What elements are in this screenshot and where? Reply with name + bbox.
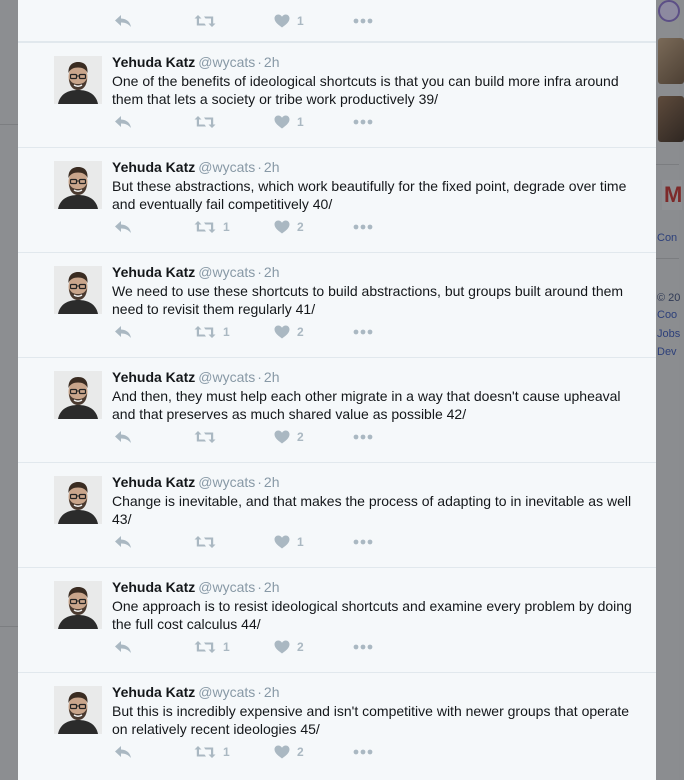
tweet-actions bbox=[112, 113, 412, 131]
reply-icon bbox=[114, 745, 132, 759]
reply-icon bbox=[114, 220, 132, 234]
more-dots-icon bbox=[353, 749, 373, 755]
more-button[interactable] bbox=[353, 113, 373, 131]
avatar[interactable] bbox=[54, 371, 102, 419]
tweet-header bbox=[112, 473, 280, 491]
reply-icon bbox=[114, 640, 132, 654]
reply-button[interactable] bbox=[114, 428, 132, 446]
reply-button[interactable] bbox=[114, 638, 132, 656]
author-handle[interactable]: @wycats bbox=[198, 369, 256, 385]
more-button[interactable] bbox=[353, 743, 373, 761]
tweet-header bbox=[112, 158, 280, 176]
retweet-icon bbox=[194, 640, 216, 654]
avatar[interactable] bbox=[54, 161, 102, 209]
reply-button[interactable] bbox=[114, 743, 132, 761]
tweet[interactable] bbox=[18, 252, 656, 356]
retweet-count: 1 bbox=[223, 745, 230, 759]
reply-button[interactable] bbox=[114, 323, 132, 341]
author-handle[interactable]: @wycats bbox=[198, 264, 256, 280]
separator: · bbox=[257, 54, 262, 70]
timestamp[interactable]: 2h bbox=[263, 474, 280, 490]
background-avatar bbox=[658, 96, 684, 142]
separator: · bbox=[257, 474, 262, 490]
avatar[interactable] bbox=[54, 476, 102, 524]
more-button[interactable] bbox=[353, 533, 373, 551]
author-name[interactable]: Yehuda Katz bbox=[112, 264, 196, 280]
tweet-text: But these abstractions, which work beautifully for the fixed point, degrade over time and eventually fail competitively 40/ bbox=[112, 178, 627, 212]
like-button[interactable] bbox=[274, 12, 304, 30]
heart-icon bbox=[274, 640, 290, 654]
more-button[interactable] bbox=[353, 218, 373, 236]
tweet-header bbox=[112, 368, 280, 386]
more-dots-icon bbox=[353, 119, 373, 125]
like-count: 1 bbox=[297, 14, 304, 28]
tweet-header bbox=[112, 263, 280, 281]
more-dots-icon bbox=[353, 539, 373, 545]
author-handle[interactable]: @wycats bbox=[198, 159, 256, 175]
like-button[interactable] bbox=[274, 428, 304, 446]
tweet[interactable] bbox=[18, 42, 656, 146]
separator: · bbox=[257, 369, 262, 385]
tweet-actions bbox=[112, 533, 412, 551]
author-name[interactable]: Yehuda Katz bbox=[112, 159, 196, 175]
retweet-count: 1 bbox=[223, 220, 230, 234]
author-name[interactable]: Yehuda Katz bbox=[112, 684, 196, 700]
tweet-actions bbox=[112, 218, 412, 236]
tweet-text: We need to use these shortcuts to build abstractions, but groups built around them need to revisit them regularly 41/ bbox=[112, 283, 624, 317]
tweet-actions bbox=[112, 323, 412, 341]
background-footer-link: Jobs bbox=[657, 328, 681, 340]
tweet-actions bbox=[112, 743, 412, 761]
avatar-image bbox=[54, 581, 102, 629]
timestamp[interactable]: 2h bbox=[263, 264, 280, 280]
background-footer-link: Dev bbox=[657, 346, 677, 358]
retweet-button[interactable] bbox=[194, 533, 223, 551]
tweet-actions bbox=[112, 638, 412, 656]
tweet[interactable] bbox=[18, 147, 656, 251]
avatar-image bbox=[54, 476, 102, 524]
like-button[interactable] bbox=[274, 218, 304, 236]
retweet-button[interactable] bbox=[194, 743, 230, 761]
like-count: 2 bbox=[297, 430, 304, 444]
like-count: 1 bbox=[297, 115, 304, 129]
tweet-text: Change is inevitable, and that makes the process of adapting to in inevitable as well 43/ bbox=[112, 493, 632, 527]
avatar[interactable] bbox=[54, 266, 102, 314]
author-name[interactable]: Yehuda Katz bbox=[112, 579, 196, 595]
background-footer-text: © 20 bbox=[657, 292, 681, 304]
heart-icon bbox=[274, 430, 290, 444]
like-button[interactable] bbox=[274, 533, 304, 551]
reply-button[interactable] bbox=[114, 113, 132, 131]
tweet[interactable] bbox=[18, 357, 656, 461]
reply-icon bbox=[114, 325, 132, 339]
retweet-button[interactable] bbox=[194, 323, 230, 341]
like-button[interactable] bbox=[274, 743, 304, 761]
reply-icon bbox=[114, 430, 132, 444]
tweet-text: But this is incredibly expensive and isn't competitive with newer groups that operate on relatively recent ideologies 45/ bbox=[112, 703, 630, 737]
author-name[interactable]: Yehuda Katz bbox=[112, 369, 196, 385]
like-count: 1 bbox=[297, 535, 304, 549]
tweet-header bbox=[112, 683, 280, 701]
more-button[interactable] bbox=[353, 428, 373, 446]
like-button[interactable] bbox=[274, 638, 304, 656]
avatar[interactable] bbox=[54, 686, 102, 734]
retweet-count: 1 bbox=[223, 325, 230, 339]
tweet-header bbox=[112, 53, 280, 71]
timestamp[interactable]: 2h bbox=[263, 579, 280, 595]
reply-icon bbox=[114, 535, 132, 549]
tweet-text: And then, they must help each other migrate in a way that doesn't cause upheaval and that preserves as much shared value as possible 42/ bbox=[112, 388, 621, 422]
like-button[interactable] bbox=[274, 323, 304, 341]
more-button[interactable] bbox=[353, 12, 373, 30]
background-sidebar-link: Con bbox=[657, 232, 678, 244]
retweet-button[interactable] bbox=[194, 428, 223, 446]
retweet-button[interactable] bbox=[194, 218, 230, 236]
heart-icon bbox=[274, 535, 290, 549]
timestamp[interactable]: 2h bbox=[263, 54, 280, 70]
background-right-sidebar bbox=[656, 0, 683, 780]
retweet-icon bbox=[194, 325, 216, 339]
like-count: 2 bbox=[297, 220, 304, 234]
background-avatar bbox=[658, 38, 684, 84]
tweet-text: One approach is to resist ideological shortcuts and examine every problem by doing the full cost calculus 44/ bbox=[112, 598, 632, 632]
heart-icon bbox=[274, 220, 290, 234]
avatar[interactable] bbox=[54, 56, 102, 104]
separator: · bbox=[257, 264, 262, 280]
author-name[interactable]: Yehuda Katz bbox=[112, 474, 196, 490]
author-handle[interactable]: @wycats bbox=[198, 579, 256, 595]
retweet-button[interactable] bbox=[194, 638, 230, 656]
more-dots-icon bbox=[353, 329, 373, 335]
separator: · bbox=[257, 684, 262, 700]
background-badge-icon bbox=[658, 0, 680, 22]
reply-icon bbox=[114, 115, 132, 129]
avatar-image bbox=[54, 161, 102, 209]
avatar-image bbox=[54, 56, 102, 104]
heart-icon bbox=[274, 745, 290, 759]
tweet[interactable] bbox=[18, 567, 656, 671]
more-dots-icon bbox=[353, 224, 373, 230]
avatar-image bbox=[54, 686, 102, 734]
tweet[interactable] bbox=[18, 672, 656, 776]
retweet-icon bbox=[194, 220, 216, 234]
reply-icon bbox=[114, 14, 132, 28]
tweet-actions bbox=[112, 12, 412, 30]
avatar-image bbox=[54, 371, 102, 419]
retweet-icon bbox=[194, 745, 216, 759]
retweet-icon bbox=[194, 430, 216, 444]
reply-button[interactable] bbox=[114, 533, 132, 551]
author-name[interactable]: Yehuda Katz bbox=[112, 54, 196, 70]
separator: · bbox=[257, 579, 262, 595]
retweet-count: 1 bbox=[223, 640, 230, 654]
timestamp[interactable]: 2h bbox=[263, 684, 280, 700]
heart-icon bbox=[274, 325, 290, 339]
background-footer-link: Coo bbox=[657, 309, 678, 321]
more-button[interactable] bbox=[353, 323, 373, 341]
like-count: 2 bbox=[297, 325, 304, 339]
heart-icon bbox=[274, 14, 290, 28]
more-dots-icon bbox=[353, 434, 373, 440]
more-dots-icon bbox=[353, 18, 373, 24]
tweet-header bbox=[112, 578, 280, 596]
author-handle[interactable]: @wycats bbox=[198, 474, 256, 490]
like-button[interactable] bbox=[274, 113, 304, 131]
tweet-actions bbox=[112, 428, 412, 446]
tweet-text: One of the benefits of ideological shortcuts is that you can build more infra around them that lets a society or tribe work productively 39/ bbox=[112, 73, 619, 107]
background-left-gutter bbox=[0, 0, 18, 780]
separator: · bbox=[257, 159, 262, 175]
more-button[interactable] bbox=[353, 638, 373, 656]
avatar[interactable] bbox=[54, 581, 102, 629]
like-count: 2 bbox=[297, 745, 304, 759]
author-handle[interactable]: @wycats bbox=[198, 54, 256, 70]
heart-icon bbox=[274, 115, 290, 129]
retweet-button[interactable] bbox=[194, 12, 223, 30]
retweet-icon bbox=[194, 535, 216, 549]
more-dots-icon bbox=[353, 644, 373, 650]
reply-button[interactable] bbox=[114, 12, 139, 30]
timestamp[interactable]: 2h bbox=[263, 159, 280, 175]
tweet[interactable] bbox=[18, 462, 656, 566]
retweet-icon bbox=[194, 14, 216, 28]
timestamp[interactable]: 2h bbox=[263, 369, 280, 385]
author-handle[interactable]: @wycats bbox=[198, 684, 256, 700]
like-count: 2 bbox=[297, 640, 304, 654]
conversation-panel bbox=[18, 0, 656, 780]
reply-button[interactable] bbox=[114, 218, 132, 236]
retweet-icon bbox=[194, 115, 216, 129]
retweet-button[interactable] bbox=[194, 113, 223, 131]
background-mail-letter: M bbox=[664, 182, 683, 207]
avatar-image bbox=[54, 266, 102, 314]
